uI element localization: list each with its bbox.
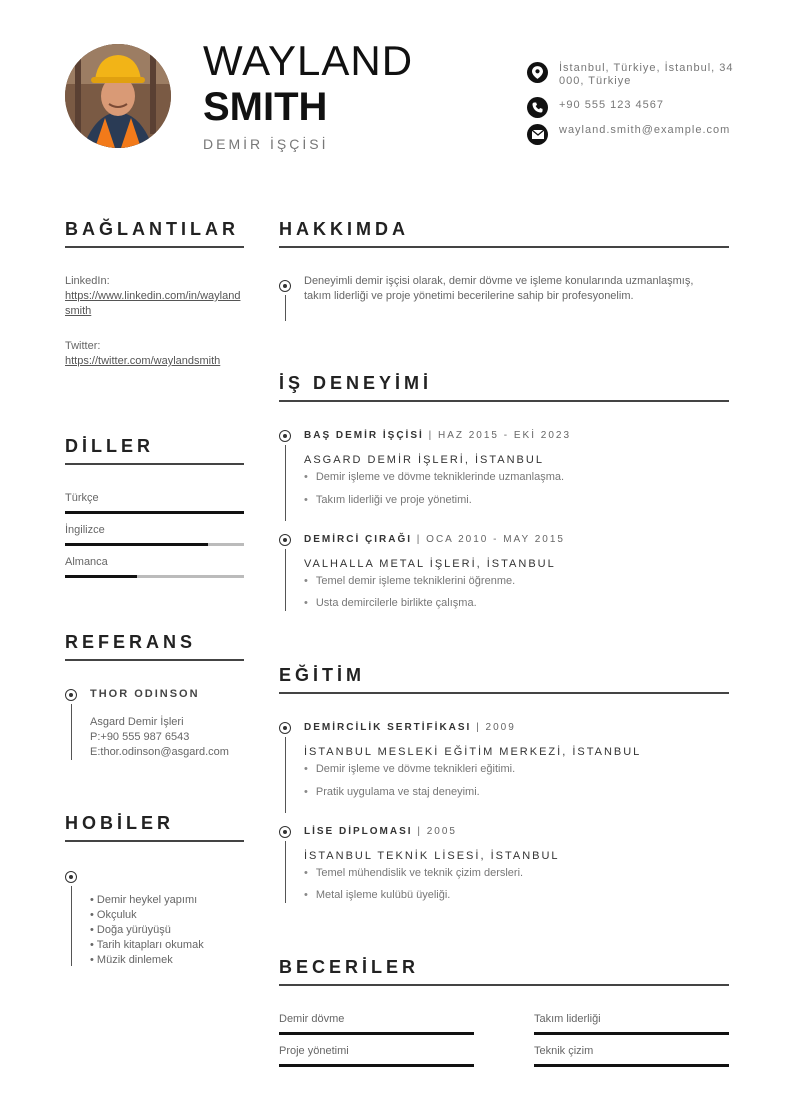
about-heading: HAKKIMDA xyxy=(279,219,729,248)
timeline-marker-icon xyxy=(65,871,77,883)
contact-email: wayland.smith@example.com xyxy=(559,124,731,136)
experience-bullet: • Usta demircilerle birlikte çalışma. xyxy=(304,597,477,609)
timeline-marker-icon xyxy=(65,689,77,701)
language-item xyxy=(65,556,244,578)
skill-item xyxy=(279,1013,474,1035)
link-linkedin xyxy=(65,274,244,319)
link-twitter-label: Twitter: xyxy=(65,340,101,352)
reference-details xyxy=(90,715,229,760)
reference-phone: P:+90 555 987 6543 xyxy=(90,731,190,743)
timeline-marker-icon xyxy=(279,534,291,546)
about-text: Deneyimli demir işçisi olarak, demir dövme ve işleme konularında uzmanlaşmış, takım liderliği ve proje yönetimi becerilerine sahip bir profesyonelim. xyxy=(304,275,694,302)
timeline-line xyxy=(71,886,72,966)
hobby-item: • Tarih kitapları okumak xyxy=(90,939,204,951)
skill-bar xyxy=(279,1064,474,1067)
timeline-marker-icon xyxy=(279,826,291,838)
experience-date: OCA 2010 - MAY 2015 xyxy=(426,534,565,545)
separator: | xyxy=(417,826,422,837)
education-bullet: • Temel mühendislik ve teknik çizim dersleri. xyxy=(304,867,523,879)
contact-address: İstanbul, Türkiye, İstanbul, 34000, Türkiye xyxy=(559,62,734,87)
envelope-icon xyxy=(527,124,548,145)
skill-item xyxy=(534,1045,729,1067)
timeline-line xyxy=(285,549,286,611)
phone-icon xyxy=(527,97,548,118)
separator: | xyxy=(428,430,434,441)
timeline-line xyxy=(285,445,286,521)
education-school: İSTANBUL MESLEKİ EĞİTİM MERKEZİ, İSTANBUL xyxy=(304,746,642,758)
hobbies-heading: HOBİLER xyxy=(65,813,244,842)
education-bullet: • Pratik uygulama ve staj deneyimi. xyxy=(304,786,480,798)
link-twitter-url[interactable]: https://twitter.com/waylandsmith xyxy=(65,355,221,367)
reference-email: E:thor.odinson@asgard.com xyxy=(90,746,229,758)
skill-bar xyxy=(279,1032,474,1035)
languages-heading: DİLLER xyxy=(65,436,244,465)
hobby-item: • Okçuluk xyxy=(90,909,137,921)
language-bar-fill xyxy=(65,511,244,514)
language-bar-fill xyxy=(65,575,137,578)
language-name: Türkçe xyxy=(65,492,99,504)
timeline-line xyxy=(71,704,72,760)
timeline-line xyxy=(285,295,286,321)
language-name: İngilizce xyxy=(65,524,105,536)
language-item xyxy=(65,492,244,514)
skill-bar xyxy=(534,1064,729,1067)
skill-name: Takım liderliği xyxy=(534,1013,601,1025)
language-item xyxy=(65,524,244,546)
experience-company: ASGARD DEMİR İŞLERİ, İSTANBUL xyxy=(304,454,544,466)
timeline-marker-icon xyxy=(279,430,291,442)
skill-name: Proje yönetimi xyxy=(279,1045,349,1057)
experience-role: DEMİRCİ ÇIRAĞI xyxy=(304,534,412,545)
reference-name: THOR ODINSON xyxy=(90,688,200,700)
hobbies-list xyxy=(90,893,204,968)
education-header xyxy=(304,826,457,837)
experience-bullet: • Takım liderliği ve proje yönetimi. xyxy=(304,494,472,506)
hobby-item: • Doğa yürüyüşü xyxy=(90,924,171,936)
experience-bullet: • Temel demir işleme tekniklerini öğrenme. xyxy=(304,575,515,587)
separator: | xyxy=(416,534,422,545)
last-name: SMITH xyxy=(203,85,328,129)
education-header xyxy=(304,722,516,733)
language-bar-fill xyxy=(65,543,208,546)
skill-item xyxy=(534,1013,729,1035)
experience-header xyxy=(304,430,571,441)
skill-bar xyxy=(534,1032,729,1035)
hobby-item: • Demir heykel yapımı xyxy=(90,894,198,906)
language-bar xyxy=(65,543,244,546)
skills-heading: BECERİLER xyxy=(279,957,729,986)
hobby-item: • Müzik dinlemek xyxy=(90,954,173,966)
profile-photo xyxy=(65,44,171,148)
experience-date: HAZ 2015 - EKİ 2023 xyxy=(437,430,572,441)
contact-phone-row xyxy=(527,97,737,118)
experience-role: BAŞ DEMİR İŞÇİSİ xyxy=(304,430,424,441)
links-heading: BAĞLANTILAR xyxy=(65,219,244,248)
experience-heading: İŞ DENEYİMİ xyxy=(279,373,729,402)
contact-address-row xyxy=(527,62,737,88)
reference-company: Asgard Demir İşleri xyxy=(90,716,184,728)
timeline-line xyxy=(285,737,286,813)
separator: | xyxy=(476,722,481,733)
language-bar xyxy=(65,511,244,514)
skill-name: Teknik çizim xyxy=(534,1045,594,1057)
education-heading: EĞİTİM xyxy=(279,665,729,694)
language-name: Almanca xyxy=(65,556,108,568)
location-pin-icon xyxy=(527,62,548,83)
education-bullet: • Metal işleme kulübü üyeliği. xyxy=(304,889,450,901)
contact-phone: +90 555 123 4567 xyxy=(559,99,665,111)
contact-email-row xyxy=(527,124,737,145)
skill-name: Demir dövme xyxy=(279,1013,345,1025)
job-title: DEMİR İŞÇİSİ xyxy=(203,136,329,152)
timeline-marker-icon xyxy=(279,280,291,292)
first-name: WAYLAND xyxy=(203,37,414,84)
references-heading: REFERANS xyxy=(65,632,244,661)
education-degree: DEMİRCİLİK SERTİFİKASI xyxy=(304,722,472,733)
education-date: 2005 xyxy=(426,826,457,837)
education-school: İSTANBUL TEKNİK LİSESİ, İSTANBUL xyxy=(304,850,560,862)
link-twitter xyxy=(65,339,244,369)
education-bullet: • Demir işleme ve dövme teknikleri eğitimi. xyxy=(304,763,515,775)
experience-company: VALHALLA METAL İŞLERİ, İSTANBUL xyxy=(304,558,556,570)
language-bar xyxy=(65,575,244,578)
skill-item xyxy=(279,1045,474,1067)
timeline-marker-icon xyxy=(279,722,291,734)
experience-header xyxy=(304,534,565,545)
link-linkedin-label: LinkedIn: xyxy=(65,275,110,287)
education-date: 2009 xyxy=(485,722,516,733)
experience-bullet: • Demir işleme ve dövme tekniklerinde uzmanlaşma. xyxy=(304,471,564,483)
timeline-line xyxy=(285,841,286,903)
link-linkedin-url[interactable]: https://www.linkedin.com/in/waylandsmith xyxy=(65,290,241,317)
education-degree: LİSE DİPLOMASI xyxy=(304,826,413,837)
